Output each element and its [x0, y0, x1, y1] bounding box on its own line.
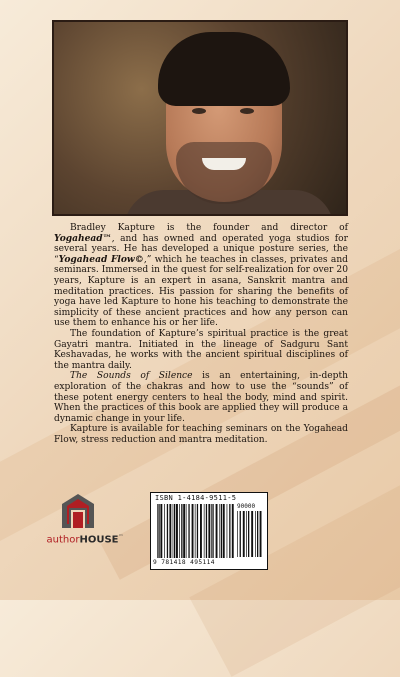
bio-paragraph-2: The foundation of Kapture’s spiritual practice is the great Gayatri mantra. Initiated in the lineage of Sadguru Sant Keshavadas, he works with the ancient spiritual disciplines of the mantra daily. — [54, 328, 348, 371]
barcode-bar — [157, 504, 158, 558]
barcode-bar — [248, 511, 249, 557]
authorhouse-logo-icon — [58, 492, 98, 530]
barcode-bar — [169, 504, 171, 558]
bio-text: is an entertaining, in-depth exploration of the chakras and how to use the “sounds” of these potent energy centers to heal the body, mind and spirit. When the practices of this book are applied they will produce a dynamic change in your life. — [54, 371, 349, 424]
bio-text: ,” which he teaches in classes, privates and seminars. Immersed in the quest for self-realization for over 20 years, Kapture is an expert in asana, Sanskrit mantra and meditation practices. His passion for sharing the benefits of yoga have led Kapture to hone his teaching to demonstrate the simplicity of these ancient practices and how any person can use them to enhance his or her life. — [54, 254, 348, 329]
price-barcode-bars — [237, 511, 263, 557]
series-name: Yogahead Flow© — [58, 253, 144, 265]
price-code: 90000 — [237, 503, 256, 510]
barcode-bar — [255, 511, 256, 557]
trademark-symbol: ™ — [118, 534, 124, 540]
barcode-bar — [174, 504, 175, 558]
barcode-bar — [186, 504, 187, 558]
bio-text: , and has owned and operated yoga studios for several years. He has developed a unique posture series, the “ — [54, 233, 348, 265]
barcode-bar — [208, 504, 210, 558]
barcode-bar — [251, 511, 253, 557]
barcode-bar — [221, 504, 222, 558]
bio-paragraph-4: Kapture is available for teaching seminars on the Yogahead Flow, stress reduction and mantra meditation. — [54, 424, 348, 445]
barcode-bar — [227, 504, 228, 558]
barcode-bar — [188, 504, 189, 558]
barcode-bar — [216, 504, 218, 558]
barcode-bar — [223, 504, 225, 558]
barcode-bar — [181, 504, 182, 558]
barcode-bar — [173, 504, 174, 558]
author-photo — [52, 20, 348, 216]
barcode-bar — [204, 504, 205, 558]
barcode-bar — [183, 504, 185, 558]
publisher-name-part1: author — [46, 534, 80, 546]
publisher-name — [40, 534, 130, 545]
author-photo-eye — [240, 108, 254, 114]
barcode-bar — [229, 504, 230, 558]
bio-paragraph-3 — [54, 371, 348, 424]
barcode-bar — [164, 504, 165, 558]
barcode-bar — [260, 511, 262, 557]
barcode-bar — [240, 511, 241, 557]
barcode-number: 9 781418 495114 — [153, 559, 215, 566]
barcode-bar — [211, 504, 212, 558]
publisher-logo — [40, 492, 124, 562]
barcode-bar — [197, 504, 198, 558]
barcode-bar — [243, 511, 245, 557]
barcode-bar — [192, 504, 194, 558]
barcode-bar — [237, 511, 238, 557]
barcode-bar — [257, 511, 258, 557]
brand-name: Yogahead™ — [54, 232, 112, 244]
barcode-bar — [212, 504, 213, 558]
barcode-bars — [157, 504, 235, 558]
barcode-bar — [179, 504, 180, 558]
barcode-bar — [232, 504, 234, 558]
barcode-bar — [200, 504, 202, 558]
author-photo-smile — [202, 158, 246, 170]
bio-paragraph-1 — [54, 223, 348, 329]
isbn-label: ISBN 1-4184-9511-5 — [155, 494, 237, 502]
author-photo-hair — [158, 32, 290, 106]
barcode-bar — [158, 504, 159, 558]
barcode-bar — [195, 504, 196, 558]
barcode-bar — [246, 511, 247, 557]
barcode-bar — [176, 504, 178, 558]
bio-text: Bradley Kapture is the founder and director of — [70, 223, 348, 233]
book-title: The Sounds of Silence — [70, 371, 193, 382]
barcode-bar — [219, 504, 220, 558]
barcode-bar — [160, 504, 162, 558]
isbn-barcode — [150, 492, 268, 570]
barcode-bar — [206, 504, 207, 558]
author-photo-eye — [192, 108, 206, 114]
barcode-bar — [167, 504, 168, 558]
author-bio — [54, 223, 348, 445]
publisher-name-part2: HOUSE — [79, 534, 119, 546]
